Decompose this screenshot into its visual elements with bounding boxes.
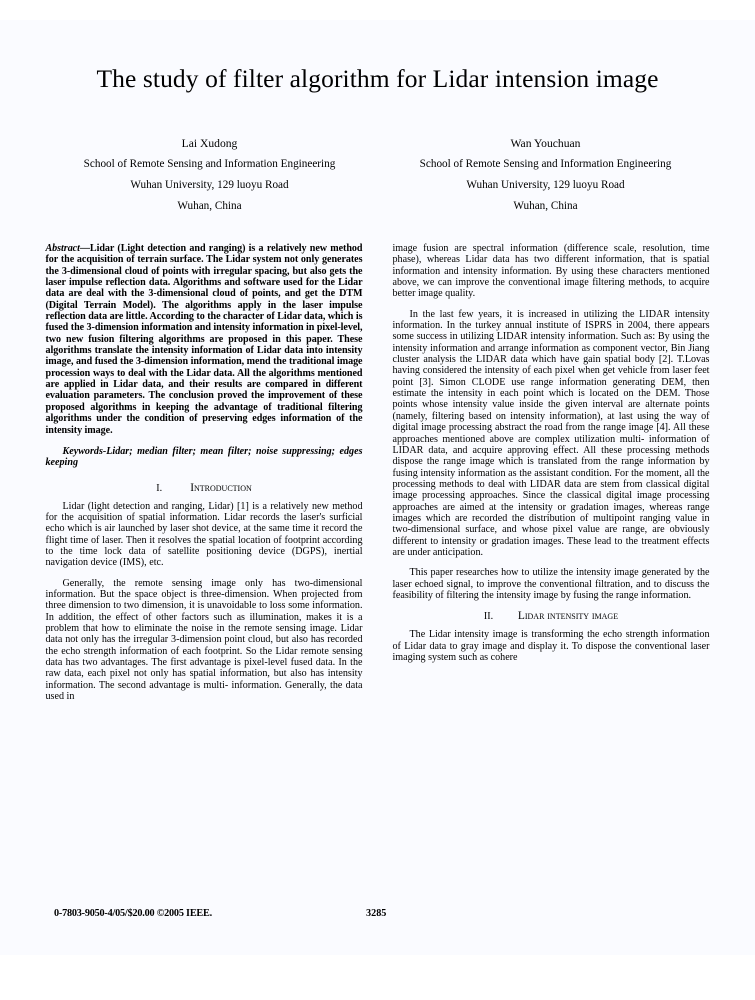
keywords-paragraph: Keywords-Lidar; median filter; mean filter; noise suppressing; edges keeping: [45, 445, 363, 469]
section-number: II.: [483, 611, 494, 623]
body-paragraph: In the last few years, it is increased in utilizing the LIDAR intensity information. In the turkey annual institute of ISPRS in 2004, there appears some success in utilizing LIDAR intensity information. Such as: By using the intensity information and arrange information as component vector, Bin Jiang cluster analysis the LIDAR data which have gain spatial body [2]. T.Lovas having considered the intensity of each pixel when get vehicle from laser feet point [3]. Simon CLODE use range information generating DEM, then estimate the intensity in each point which is located on the DEM. Those points whose intensity value inside the given interval are alternate points (namely, filtering based on intensity information), at last using the way of digital image processing abstract the road from the range image [4]. All these approaches mentioned above are complex utilization multi- information of LIDAR data, and acquire approving effect. All these processing methods dispose the range image which is translated from the range information by fusing intensity information as the assistant condition. For the moment, all the processing methods to deal with LIDAR data are stem from classical digital image processing approaches. Since the classical digital image processing approaches are aimed at the intensity or gradation images, whereas range images which are recorded the distribution of multipoint ranging value in two-dimensional surface, and whose pixel value are range, are obviously different to intensity or gradation images. These lead to the treatment effects are under anticipation.: [392, 308, 710, 558]
section-title: Lidar intensity image: [517, 610, 619, 623]
page-title: The study of filter algorithm for Lidar intension image: [96, 64, 659, 93]
abstract-dash: —: [79, 243, 90, 254]
body-paragraph: Generally, the remote sensing image only has two-dimensional information. But the space object is three-dimension. When projected from three dimension to two dimension, it is unavoidable to loss some information. In addition, the effect of other factors such as illumination, makes it is a problem that how to eliminate the noise in the remote sensing image. Lidar data not only has the irregular 3-dimension point cloud, but also has recorded the echo strength information of each footprint. So the Lidar remote sensing data has two advantages. The first advantage is pixel-level fused data. In the raw data, each pixel not only has spatial information, but also has intensity information. The second advantage is multi- information. Generally, the data used in: [45, 577, 363, 703]
paper-page: [0, 20, 755, 955]
author-university: Wuhan University, 129 luoyu Road: [466, 179, 625, 191]
copyright-notice: 0-7803-9050-4/05/$20.00 ©2005 IEEE.: [54, 908, 212, 919]
author-school: School of Remote Sensing and Information Engineering: [419, 158, 672, 170]
author-block-2: [378, 133, 714, 217]
author-university: Wuhan University, 129 luoyu Road: [130, 179, 289, 191]
page-number: 3285: [366, 908, 387, 919]
page-footer: [0, 908, 755, 922]
section-heading-2: [393, 610, 710, 623]
section-title: Introduction: [190, 481, 252, 494]
author-city: Wuhan, China: [177, 200, 242, 212]
author-list: [42, 133, 714, 217]
body-paragraph: Lidar (light detection and ranging, Lidar) [1] is a relatively new method for the acquisition of spatial information. Lidar records the laser's surficial echo which is air launched by laser shot device, at the same time it record the flight time of laser. Then it resolves the spatial location of footprint according to the time lock data of satellite positioning device (DGPS), inertial navigation device (IMS), etc.: [45, 500, 363, 569]
author-name: Wan Youchuan: [510, 137, 581, 150]
author-name: Lai Xudong: [181, 137, 238, 150]
abstract-text: Lidar (Light detection and ranging) is a relatively new method for the acquisition of terrain surface. The Lidar system not only generates the 3-dimensional cloud of points with irregular spacing, but also gets the laser impulse reflection data. Algorithms and software used for the Lidar data are deal with the 3-dimensional cloud of points, and get the DTM (Digital Terrain Model). The algorithms apply in the laser impulse reflection data are little. According to the character of Lidar data, which is fused the 3-dimension information and intensity information in pixel-level, two new fusion filtering algorithms are proposed in this paper. These algorithms translate the intensity information of Lidar data into intensity image, and fused the 3-dimension information, mend the traditional image procession ways to deal with the Lidar data. All the algorithms mentioned are applied in Lidar data, and their results are compared in different evaluation parameters. The conclusion proved the improvement of these proposed algorithms in keeping the advantage of traditional filtering algorithms under the condition of preserving edges information of the intensity image.: [45, 243, 363, 436]
body-paragraph: image fusion are spectral information (difference scale, resolution, time phase), whereas Lidar data has two different information, that is spatial information and intensity information. By using these characters mentioned above, we can improve the conventional image filtering methods, to acquire better image quality.: [392, 243, 710, 300]
section-number: I.: [156, 482, 163, 494]
author-school: School of Remote Sensing and Information Engineering: [83, 158, 336, 170]
author-city: Wuhan, China: [513, 200, 578, 212]
body-paragraph: This paper researches how to utilize the intensity image generated by the laser echoed signal, to improve the conventional filtration, and to discuss the feasibility of filtering the intensity image by fusing the range information.: [392, 567, 710, 601]
column-left: [46, 243, 363, 711]
body-paragraph: The Lidar intensity image is transforming the echo strength information of Lidar data to gray image and display it. To dispose the conventional laser imaging system such as cohere: [392, 629, 710, 663]
author-block-1: [42, 133, 378, 217]
section-heading-1: [46, 482, 363, 495]
abstract-paragraph: [46, 243, 363, 436]
abstract-label: Abstract: [45, 243, 80, 254]
two-column-body: [46, 243, 710, 711]
column-right: [393, 243, 710, 672]
paper-content: [0, 20, 755, 955]
